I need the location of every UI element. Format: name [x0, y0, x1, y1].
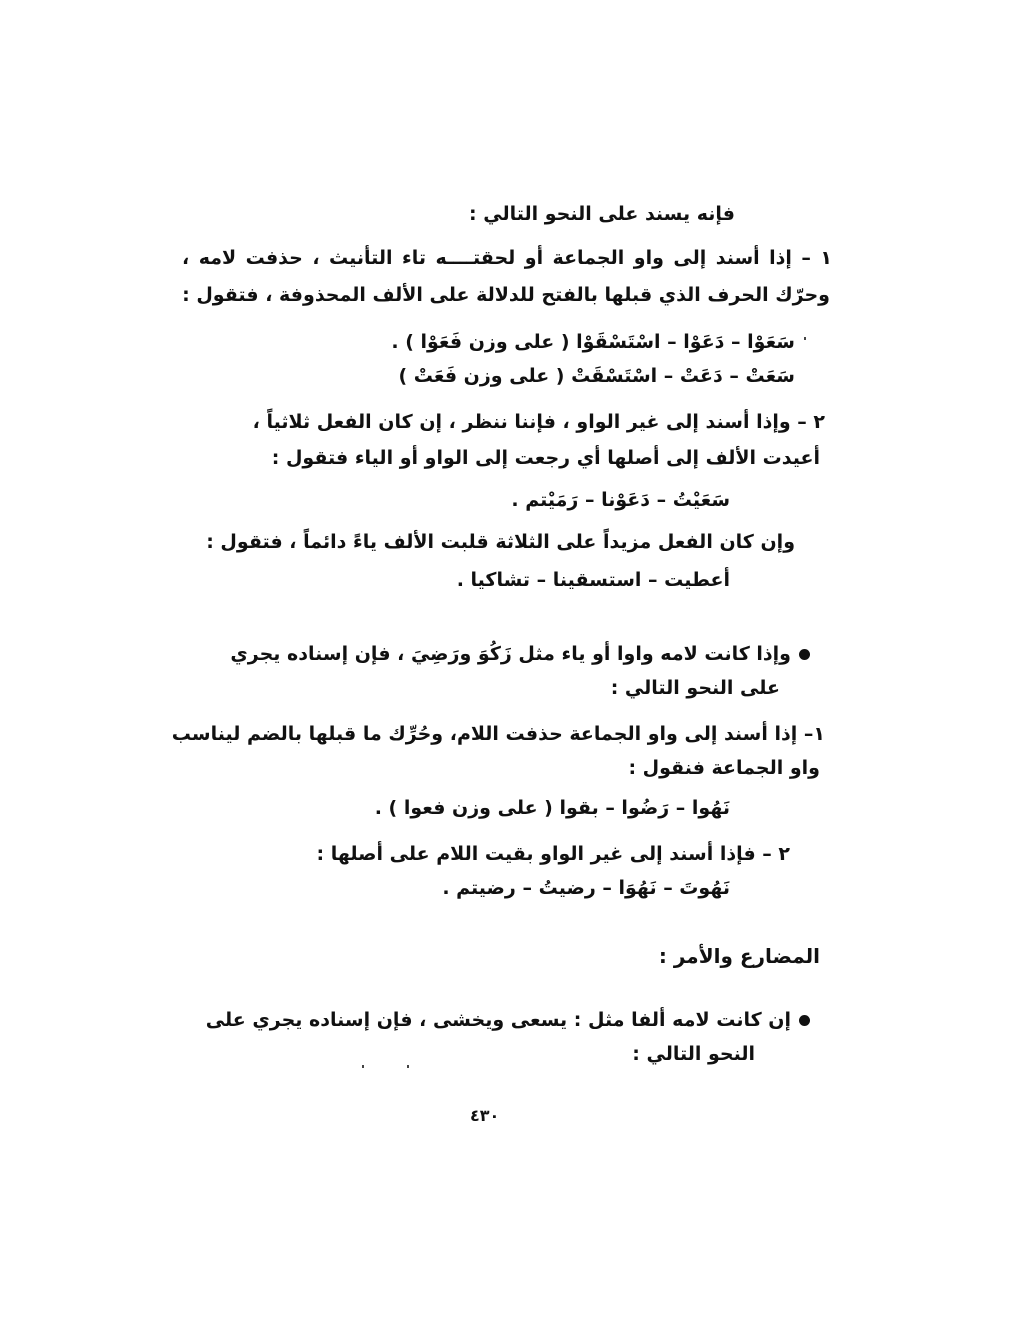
bullet-2-line-1 — [206, 1006, 810, 1034]
example-1-line-2: سَعَتْ – دَعَتْ – اسْتَسْقَتْ ( على وزن فَعَتْ ) — [398, 365, 795, 387]
bullet-icon — [799, 649, 810, 660]
rule-4-line-2: واو الجماعة فنقول : — [628, 757, 820, 779]
bullet-1-text: وإذا كانت لامه واوا أو ياء مثل زَكُوَ ورَضِيَ ، فإن إسناده يجري — [230, 643, 791, 665]
example-5-line-1: نَهُوتَ – نَهُوَا – رضيتُ – رضيتم . — [442, 877, 730, 899]
rule-2-line-1: ٢ – وإذا أسند إلى غير الواو ، فإننا ننظر ، إن كان الفعل ثلاثياً ، — [252, 411, 825, 433]
scan-artifact — [804, 337, 806, 340]
rule-5-line-1: ٢ – فإذا أسند إلى غير الواو بقيت اللام على أصلها : — [316, 843, 790, 865]
bullet-2-line-2: النحو التالي : — [632, 1043, 755, 1065]
scan-artifact — [407, 1065, 409, 1068]
rule-1-line-2: وحرّك الحرف الذي قبلها بالفتح للدلالة على الألف المحذوفة ، فتقول : — [182, 284, 830, 306]
example-2-line-1: سَعَيْتُ – دَعَوْنا – رَمَيْتم . — [511, 489, 730, 511]
bullet-2-text: إن كانت لامه ألفا مثل : يسعى ويخشى ، فإن إسناده يجري على — [205, 1009, 791, 1031]
scan-artifact — [362, 1065, 364, 1068]
rule-4-line-1: ١– إذا أسند إلى واو الجماعة حذفت اللام، وحُرِّك ما قبلها بالضم ليناسب — [171, 723, 825, 745]
rule-1-line-1: ١ – إذا أسند إلى واو الجماعة أو لحقتــــه تاء التأنيث ، حذفت لامه ، — [182, 247, 832, 269]
bullet-1-line-2: على النحو التالي : — [610, 677, 780, 699]
section-heading-mudari: المضارع والأمر : — [658, 944, 820, 968]
rule-2-line-2: أعيدت الألف إلى أصلها أي رجعت إلى الواو أو الياء فتقول : — [271, 447, 820, 469]
bullet-1-line-1 — [230, 640, 810, 668]
bullet-icon — [799, 1015, 810, 1026]
page-number: ٤٣٠ — [470, 1106, 500, 1125]
example-1-line-1: سَعَوْا – دَعَوْا – اسْتَسْقَوْا ( على وزن فَعَوْا ) . — [391, 331, 795, 353]
rule-3-line-1: وإن كان الفعل مزيداً على الثلاثة قلبت الألف ياءً دائماً ، فتقول : — [206, 531, 795, 553]
example-4-line-1: نَهُوا – رَضُوا – بقوا ( على وزن فعوا ) . — [374, 797, 730, 819]
intro-line: فإنه يسند على النحو التالي : — [469, 203, 735, 225]
example-3-line-1: أعطيت – استسقينا – تشاكيا . — [456, 569, 730, 591]
